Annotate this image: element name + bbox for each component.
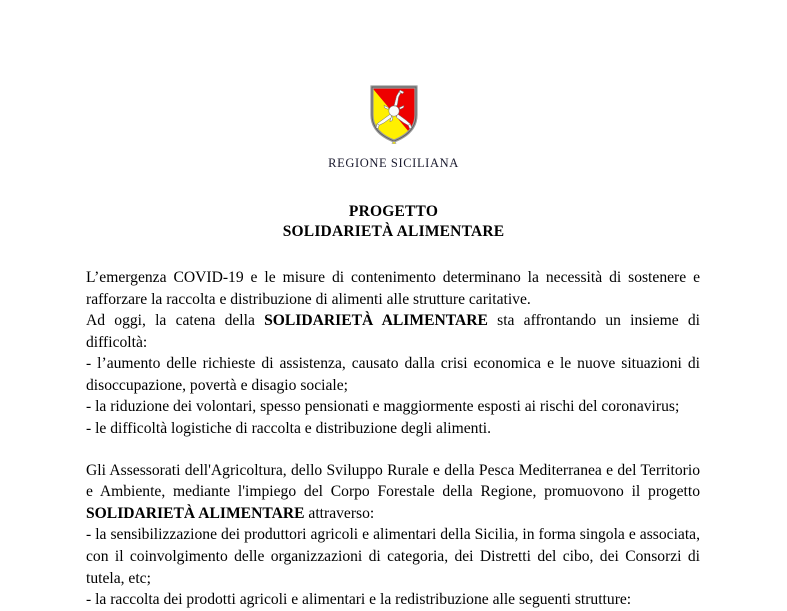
bullet-item-1: - l’aumento delle richieste di assistenza, causato dalla crisi economica e le nuove situazioni di disoccupazione, povertà e disagio sociale;	[86, 355, 700, 394]
document-body	[0, 267, 787, 611]
document-title	[0, 202, 787, 243]
paragraph-3	[86, 460, 700, 525]
paragraph-2	[86, 310, 700, 353]
bullet-item-4: - la sensibilizzazione dei produttori agricoli e alimentari della Sicilia, in forma singola e associata, con il coinvolgimento delle organizzazioni di categoria, dei Distretti del cibo, dei Consorzi di tutela, etc;	[86, 526, 700, 587]
paragraph-3-before: Gli Assessorati dell'Agricoltura, dello Sviluppo Rurale e della Pesca Mediterranea e del Territorio e Ambiente, mediante l'impiego del Corpo Forestale della Regione, promuovono il progetto	[86, 461, 700, 501]
bullet-item-5: - la raccolta dei prodotti agricoli e alimentari e la redistribuzione alle seguenti strutture:	[86, 591, 632, 609]
title-line-1: PROGETTO	[348, 203, 439, 220]
paragraph-3-after: attraverso:	[304, 504, 375, 522]
bullet-item-2: - la riduzione dei volontari, spesso pensionati e maggiormente esposti ai rischi del coronavirus;	[86, 398, 680, 416]
bullet-item-3: - le difficoltà logistiche di raccolta e distribuzione degli alimenti.	[86, 420, 492, 438]
emblem-block	[0, 0, 787, 171]
title-line-2: SOLIDARIETÀ ALIMENTARE	[282, 223, 505, 241]
paragraph-1: L’emergenza COVID-19 e le misure di contenimento determinano la necessità di sostenere e rafforzare la raccolta e distribuzione di alimenti alle strutture caritative.	[86, 268, 700, 308]
paragraph-spacer	[86, 440, 700, 460]
paragraph-2-before: Ad oggi, la catena della	[86, 312, 265, 330]
paragraph-2-emphasis: SOLIDARIETÀ ALIMENTARE	[264, 312, 488, 330]
region-name: REGIONE SICILIANA	[328, 156, 459, 170]
sicily-coat-of-arms-icon	[369, 84, 419, 144]
paragraph-3-emphasis: SOLIDARIETÀ ALIMENTARE	[86, 504, 305, 522]
paragraph-2-after: sta affrontando un insieme di difficoltà:	[86, 312, 700, 351]
